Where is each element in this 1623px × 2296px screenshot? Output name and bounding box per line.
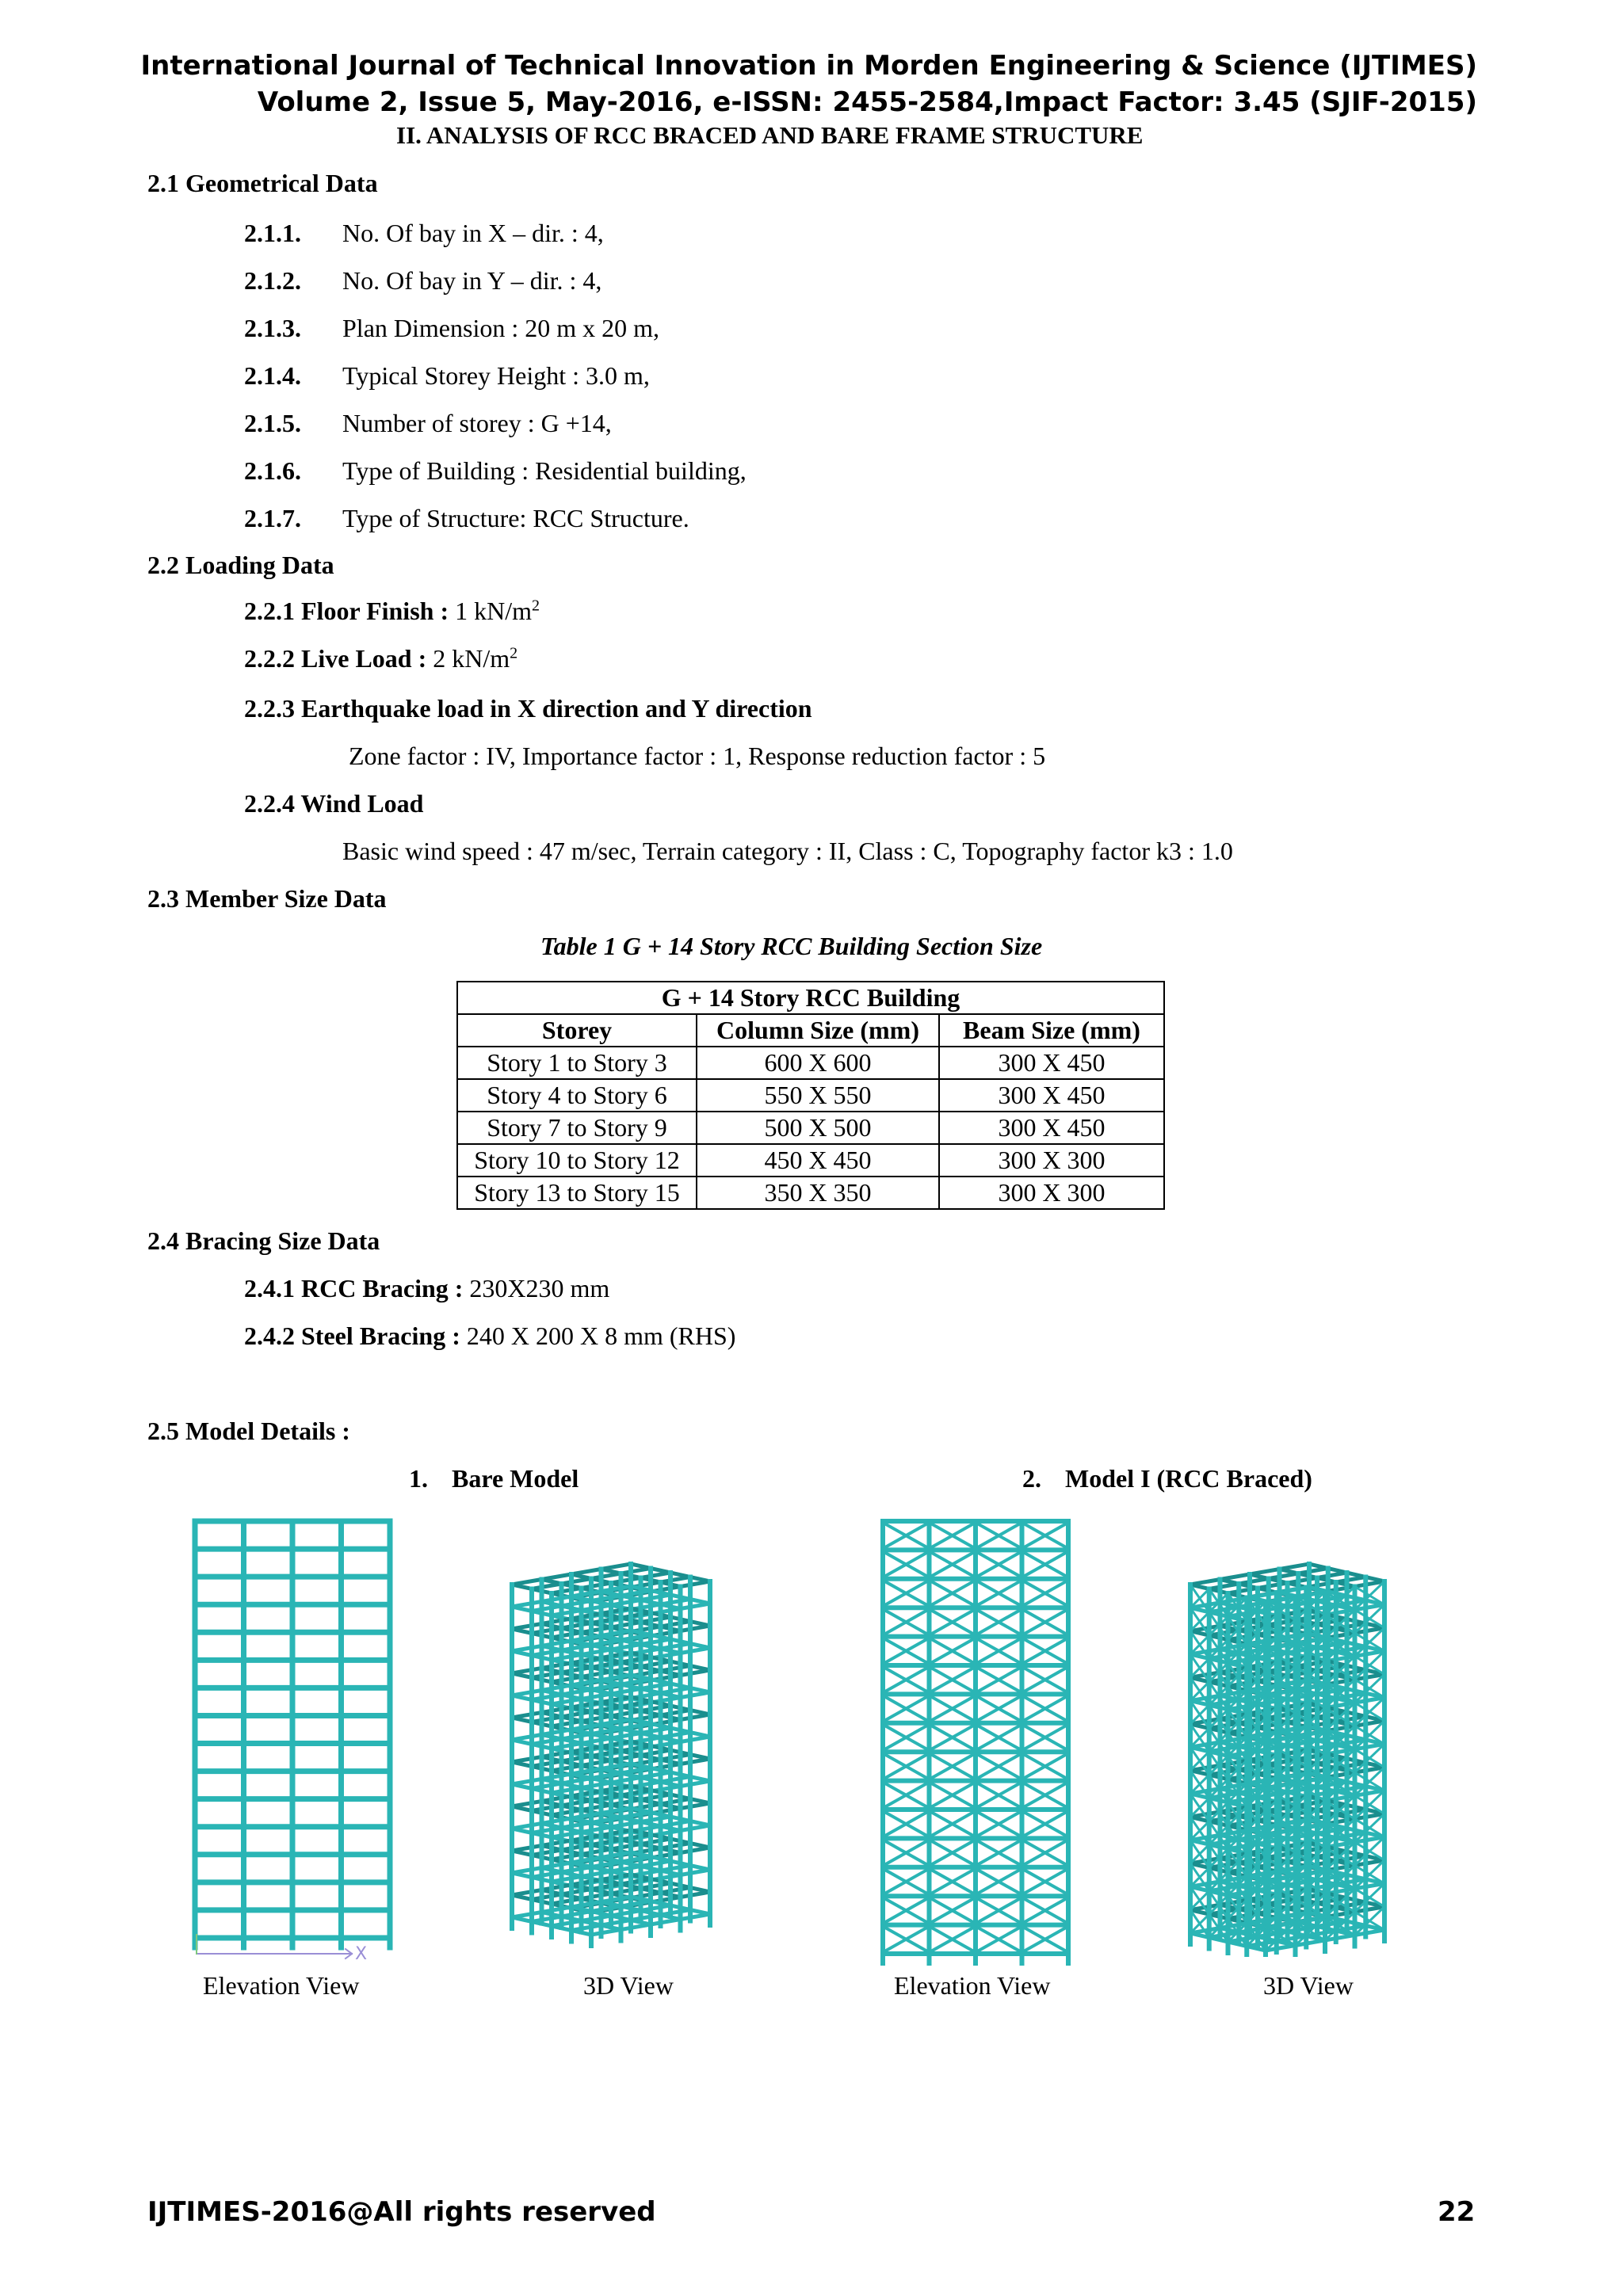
model1-title: 1. Bare Model bbox=[409, 1464, 579, 1493]
floor-finish: 2.2.1 Floor Finish : 1 $kN/m^2$ bbox=[244, 597, 540, 625]
footer-copyright: IJTIMES-2016@All rights reserved bbox=[147, 2196, 656, 2228]
table-cell: Story 7 to Story 9 bbox=[457, 1112, 697, 1144]
journal-volume: Volume 2, Issue 5, May-2016, e-ISSN: 2455-2584,Impact Factor: 3.45 (SJIF-2015) bbox=[257, 86, 1477, 118]
section-title: II. ANALYSIS OF RCC BRACED AND BARE FRAME STRUCTURE bbox=[396, 121, 1144, 149]
table-cell: 550 X 550 bbox=[697, 1079, 939, 1112]
list-item: 2.1.3. Plan Dimension : 20 m x 20 m, bbox=[244, 314, 659, 342]
journal-title: International Journal of Technical Innovation in Morden Engineering & Science (IJTIMES) bbox=[140, 50, 1477, 82]
table-cell: Story 4 to Story 6 bbox=[457, 1079, 697, 1112]
caption-bare-3d: 3D View bbox=[583, 1971, 674, 2000]
list-item: 2.1.7. Type of Structure: RCC Structure. bbox=[244, 504, 689, 532]
section-size-table bbox=[456, 981, 1165, 1210]
caption-braced-3d: 3D View bbox=[1263, 1971, 1354, 2000]
bare-model-3d-figure bbox=[496, 1529, 789, 1949]
table-row bbox=[457, 1177, 1164, 1209]
bracing-heading: 2.4 Bracing Size Data bbox=[147, 1226, 380, 1255]
table-row bbox=[457, 1047, 1164, 1079]
table-title: G + 14 Story RCC Building bbox=[457, 982, 1164, 1014]
table-cell: 500 X 500 bbox=[697, 1112, 939, 1144]
table-header-row bbox=[457, 1014, 1164, 1047]
earthquake-heading: 2.2.3 Earthquake load in X direction and Y direction bbox=[244, 694, 812, 723]
list-item: 2.1.4. Typical Storey Height : 3.0 m, bbox=[244, 361, 650, 390]
model-heading: 2.5 Model Details : bbox=[147, 1417, 350, 1445]
braced-model-elevation-figure bbox=[867, 1510, 1089, 1970]
loading-heading: 2.2 Loading Data bbox=[147, 551, 334, 579]
braced-model-3d-figure bbox=[1174, 1529, 1460, 1957]
live-load: 2.2.2 Live Load : 2 $kN/m^2$ bbox=[244, 644, 518, 673]
table-cell: 450 X 450 bbox=[697, 1144, 939, 1177]
table-cell: 300 X 300 bbox=[939, 1144, 1164, 1177]
rcc-bracing: 2.4.1 RCC Bracing : 230X230 mm bbox=[244, 1274, 610, 1302]
x-axis-label: X bbox=[355, 1944, 368, 1964]
steel-bracing: 2.4.2 Steel Bracing : 240 X 200 X 8 mm (RHS) bbox=[244, 1322, 736, 1350]
earthquake-text: Zone factor : IV, Importance factor : 1, Response reduction factor : 5 bbox=[349, 742, 1046, 770]
bare-model-elevation-figure bbox=[179, 1510, 409, 1970]
table-cell: 300 X 450 bbox=[939, 1112, 1164, 1144]
table-cell: 600 X 600 bbox=[697, 1047, 939, 1079]
caption-bare-elevation: Elevation View bbox=[203, 1971, 360, 2000]
column-header: Column Size (mm) bbox=[697, 1014, 939, 1047]
table-cell: 350 X 350 bbox=[697, 1177, 939, 1209]
table-row bbox=[457, 1112, 1164, 1144]
list-item: 2.1.1. No. Of bay in X – dir. : 4, bbox=[244, 219, 604, 247]
table-cell: 300 X 450 bbox=[939, 1079, 1164, 1112]
page-number: 22 bbox=[1438, 2196, 1476, 2228]
column-header: Storey bbox=[457, 1014, 697, 1047]
table-cell: Story 13 to Story 15 bbox=[457, 1177, 697, 1209]
wind-text: Basic wind speed : 47 m/sec, Terrain category : II, Class : C, Topography factor k3 : 1.0 bbox=[342, 837, 1233, 865]
list-item: 2.1.2. No. Of bay in Y – dir. : 4, bbox=[244, 266, 602, 295]
table-row bbox=[457, 1079, 1164, 1112]
table-caption: Table 1 G + 14 Story RCC Building Section Size bbox=[540, 932, 1043, 960]
model2-title: 2. Model I (RCC Braced) bbox=[1022, 1464, 1312, 1493]
caption-braced-elevation: Elevation View bbox=[894, 1971, 1051, 2000]
table-cell: 300 X 300 bbox=[939, 1177, 1164, 1209]
table-title-row bbox=[457, 982, 1164, 1014]
column-header: Beam Size (mm) bbox=[939, 1014, 1164, 1047]
table-cell: Story 10 to Story 12 bbox=[457, 1144, 697, 1177]
geometrical-heading: 2.1 Geometrical Data bbox=[147, 169, 378, 197]
list-item: 2.1.5. Number of storey : G +14, bbox=[244, 409, 612, 437]
table-cell: Story 1 to Story 3 bbox=[457, 1047, 697, 1079]
table-row bbox=[457, 1144, 1164, 1177]
geometrical-list bbox=[244, 215, 1195, 548]
list-item: 2.1.6. Type of Building : Residential building, bbox=[244, 456, 747, 485]
table-cell: 300 X 450 bbox=[939, 1047, 1164, 1079]
member-heading: 2.3 Member Size Data bbox=[147, 884, 387, 913]
wind-heading: 2.2.4 Wind Load bbox=[244, 789, 424, 818]
